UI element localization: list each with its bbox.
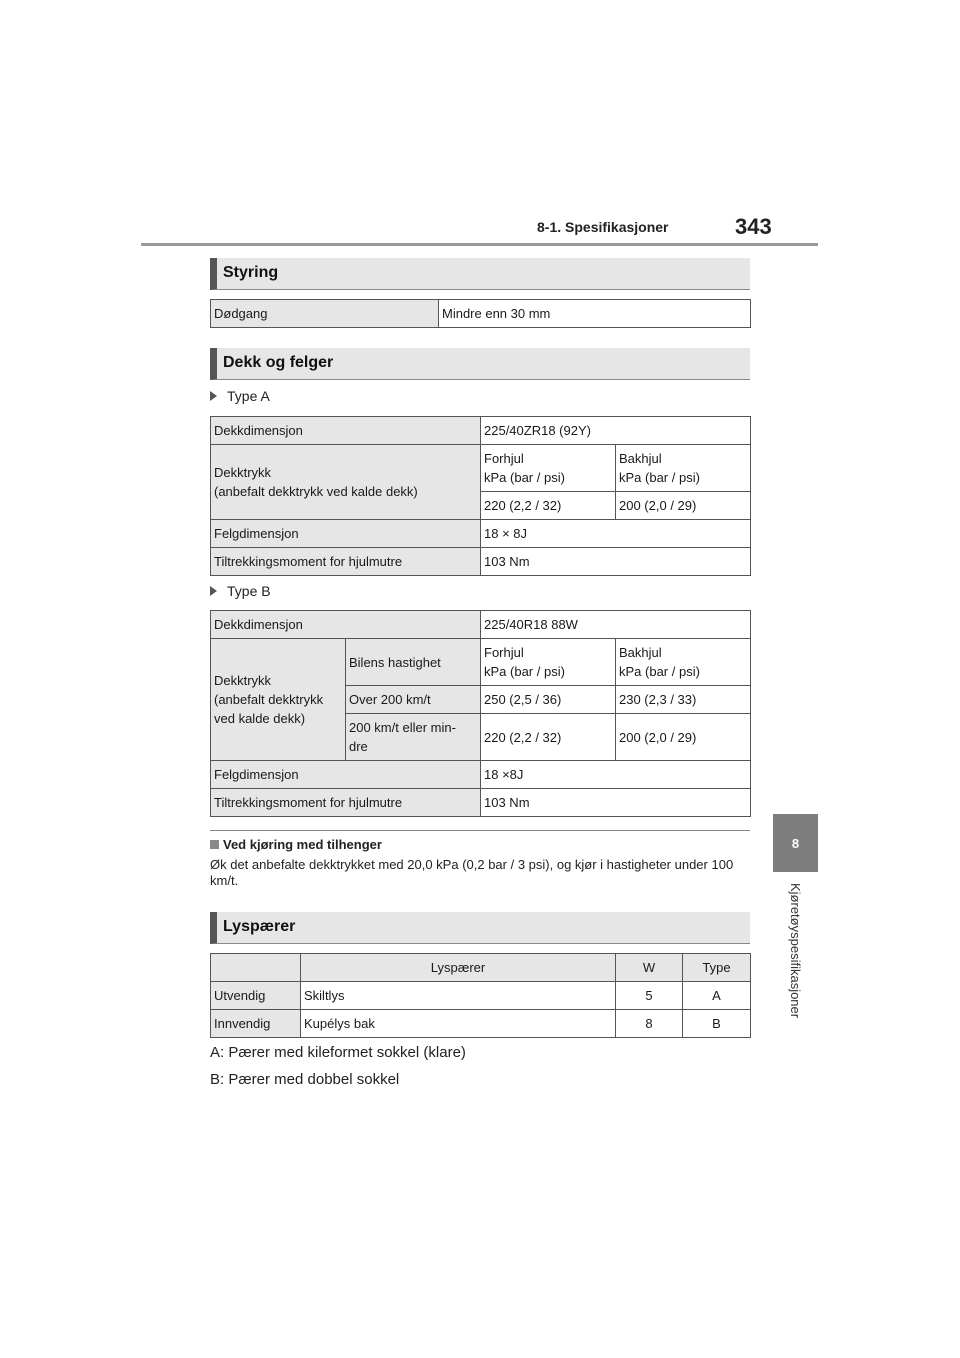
table-cell-label: Tiltrekkingsmoment for hjulmutre [211, 789, 481, 817]
type-b-heading [210, 583, 271, 599]
note-heading [210, 837, 382, 852]
table-cell-header [481, 639, 616, 686]
chapter-title: Kjøretøyspesifikasjoner [788, 883, 803, 1019]
table-row [211, 789, 751, 817]
table-cell-label [211, 639, 346, 761]
table-cell-value: 225/40R18 88W [481, 611, 751, 639]
table-cell-label [346, 714, 481, 761]
table-cell-value: 220 (2,2 / 32) [481, 492, 616, 520]
label-line: (anbefalt dekktrykk ved kalde dekk) [214, 484, 418, 499]
header-line: Bakhjul [619, 645, 662, 660]
table-row [211, 445, 751, 492]
label-line: Dekktrykk [214, 673, 272, 688]
table-cell-value: Mindre enn 30 mm [439, 300, 751, 328]
section-heading-styring [210, 258, 750, 290]
triangle-bullet-icon [210, 586, 217, 596]
page-number: 343 [735, 214, 772, 239]
label-line: (anbefalt dekktrykk [214, 692, 324, 707]
table-header-cell [211, 954, 301, 982]
table-cell-label: Felgdimensjon [211, 520, 481, 548]
table-cell-label: Tiltrekkingsmoment for hjulmutre [211, 548, 481, 576]
header-line: kPa (bar / psi) [619, 664, 700, 679]
table-row [211, 520, 751, 548]
table-cell-value: 18 × 8J [481, 520, 751, 548]
type-a-table [210, 416, 751, 576]
chapter-side-label [783, 883, 807, 1043]
table-cell-label: Innvendig [211, 1010, 301, 1038]
chapter-tab [773, 814, 818, 872]
table-cell-value: 230 (2,3 / 33) [616, 686, 751, 714]
section-title: 8-1. Spesifikasjoner [537, 219, 669, 235]
type-a-label: Type A [227, 388, 270, 404]
chapter-number: 8 [791, 835, 800, 851]
section-heading-text: Lyspærer [223, 918, 296, 935]
table-header-row [211, 954, 751, 982]
table-cell-value: 250 (2,5 / 36) [481, 686, 616, 714]
table-cell-value: 103 Nm [481, 789, 751, 817]
header-line: Bakhjul [619, 451, 662, 466]
label-line: 200 km/t eller min- [349, 720, 456, 735]
footnote-b: B: Pærer med dobbel sokkel [210, 1071, 400, 1088]
table-row [211, 611, 751, 639]
label-line: Dekktrykk [214, 465, 272, 480]
table-row [211, 417, 751, 445]
table-cell-header [616, 639, 751, 686]
table-cell-header: Bilens hastighet [346, 639, 481, 686]
footnote-a: A: Pærer med kileformet sokkel (klare) [210, 1044, 466, 1061]
label-line: dre [349, 739, 368, 754]
table-cell-value: 225/40ZR18 (92Y) [481, 417, 751, 445]
table-row [211, 761, 751, 789]
table-header-cell: Type [683, 954, 751, 982]
note-divider [210, 830, 750, 831]
label-line: ved kalde dekk) [214, 711, 306, 726]
type-b-table [210, 610, 751, 817]
table-row [211, 982, 751, 1010]
section-heading-text: Styring [223, 264, 279, 281]
table-row [211, 300, 751, 328]
note-body: Øk det anbefalte dekktrykket med 20,0 kPa (0,2 bar / 3 psi), og kjør i hastigheter under 100 km/t. [210, 857, 734, 888]
square-bullet-icon [210, 840, 219, 849]
table-cell-label: Dekkdimensjon [211, 417, 481, 445]
table-row [211, 639, 751, 686]
table-header-cell: W [616, 954, 683, 982]
table-cell-value: A [683, 982, 751, 1010]
header-line: kPa (bar / psi) [484, 664, 565, 679]
header-line: kPa (bar / psi) [484, 470, 565, 485]
section-heading-dekk [210, 348, 750, 380]
note-heading-text: Ved kjøring med tilhenger [223, 837, 382, 852]
section-heading-lyspaerer [210, 912, 750, 944]
table-cell-value: B [683, 1010, 751, 1038]
styring-table [210, 299, 751, 328]
table-row [211, 548, 751, 576]
table-row [211, 1010, 751, 1038]
table-cell-value: 200 (2,0 / 29) [616, 492, 751, 520]
table-cell-header [616, 445, 751, 492]
type-b-label: Type B [227, 583, 271, 599]
table-cell-label: Dødgang [211, 300, 439, 328]
table-cell-value: 200 (2,0 / 29) [616, 714, 751, 761]
table-header-cell: Lyspærer [301, 954, 616, 982]
table-cell-label: Over 200 km/t [346, 686, 481, 714]
table-cell-value: 5 [616, 982, 683, 1010]
lyspaerer-table [210, 953, 751, 1038]
table-cell-value: 103 Nm [481, 548, 751, 576]
table-cell-header [481, 445, 616, 492]
header-divider [141, 243, 818, 246]
header-line: kPa (bar / psi) [619, 470, 700, 485]
section-heading-text: Dekk og felger [223, 354, 334, 371]
triangle-bullet-icon [210, 391, 217, 401]
table-cell-label: Felgdimensjon [211, 761, 481, 789]
table-cell-label [211, 445, 481, 520]
header-line: Forhjul [484, 451, 524, 466]
table-cell-value: 8 [616, 1010, 683, 1038]
table-cell-label: Utvendig [211, 982, 301, 1010]
table-cell-value: Kupélys bak [301, 1010, 616, 1038]
table-cell-value: Skiltlys [301, 982, 616, 1010]
table-cell-value: 220 (2,2 / 32) [481, 714, 616, 761]
table-cell-value: 18 ×8J [481, 761, 751, 789]
table-cell-label: Dekkdimensjon [211, 611, 481, 639]
type-a-heading [210, 388, 270, 404]
header-line: Forhjul [484, 645, 524, 660]
